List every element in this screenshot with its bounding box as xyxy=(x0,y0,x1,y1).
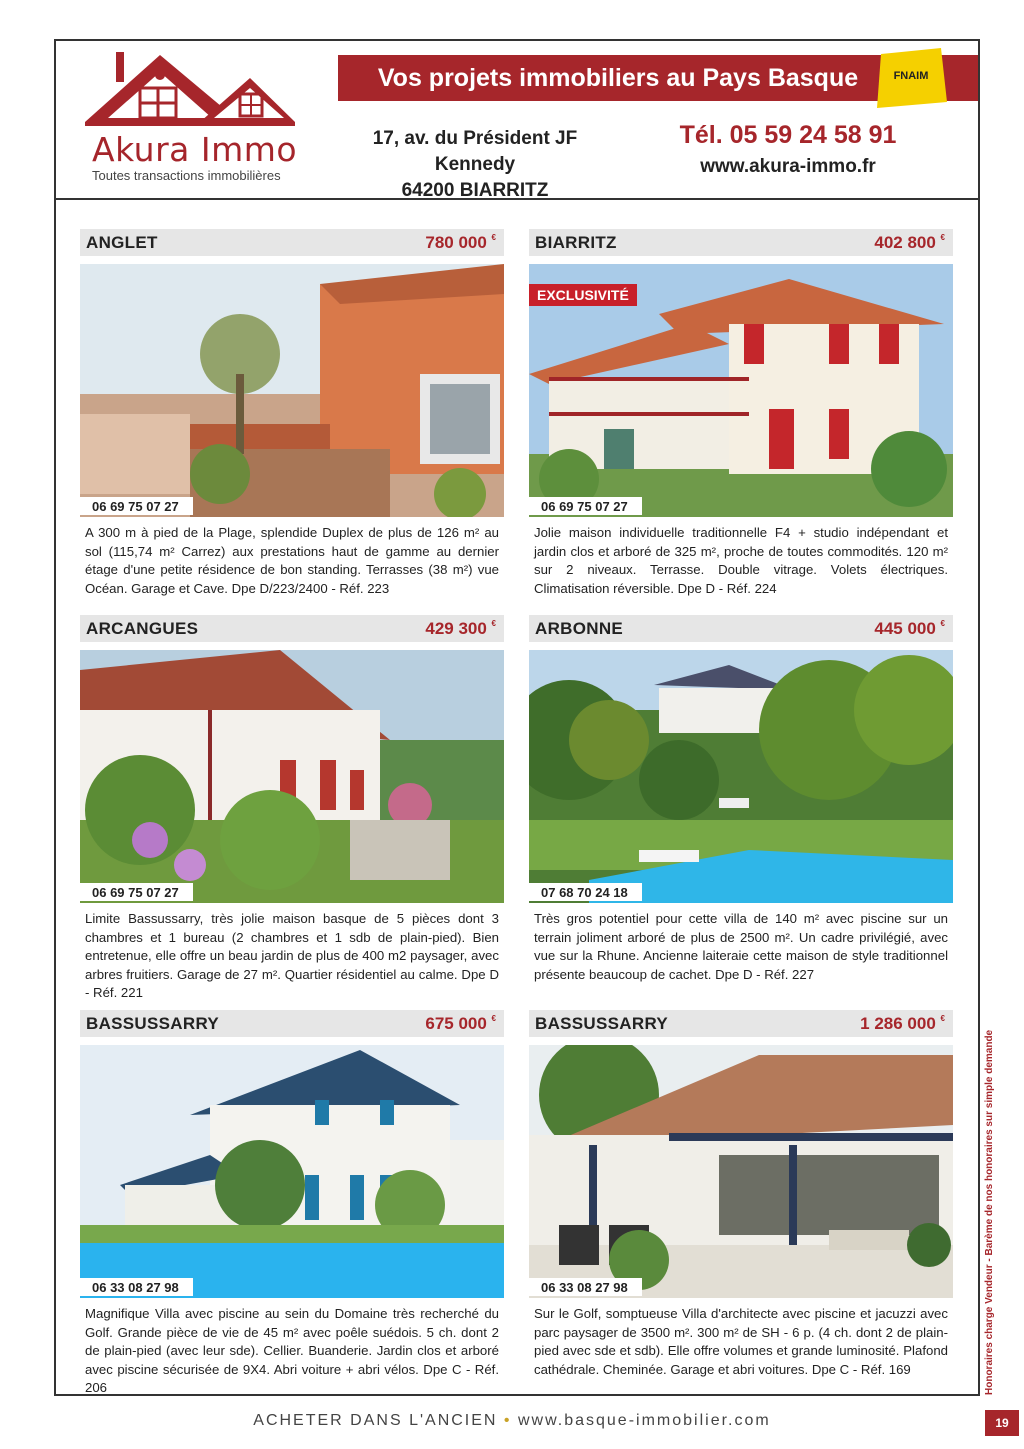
listing-card-arcangues[interactable] xyxy=(80,615,504,1000)
listing-price: 1 286 000 € xyxy=(860,1014,945,1033)
listing-city: BASSUSSARRY xyxy=(86,1014,220,1033)
listing-city: BASSUSSARRY xyxy=(535,1014,669,1033)
listing-description: A 300 m à pied de la Plage, splendide Duplex de plus de 126 m² au sol (115,74 m² Carrez) aux prestations haut de gamme au dernier étage d'une petite résidence de bon standing. Terrasses (38 m²) vue Océan. Garage et Cave. Dpe D/223/2400 - Réf. 223 xyxy=(85,525,499,596)
address-line-2: 64200 BIARRITZ xyxy=(401,180,549,201)
listing-header xyxy=(80,615,504,642)
agency-phone[interactable]: Tél. 05 59 24 58 91 xyxy=(679,121,897,149)
listing-card-biarritz[interactable] xyxy=(529,229,953,609)
page-footer xyxy=(0,1412,1024,1430)
agency-name: Akura Immo xyxy=(92,130,298,169)
page-number: 19 xyxy=(985,1410,1019,1436)
listing-price: 780 000 € xyxy=(425,233,496,252)
listing-photo[interactable] xyxy=(80,1045,504,1298)
listing-description: Très gros potentiel pour cette villa de 140 m² avec piscine sur un terrain joliment arboré de plus de 2500 m². Un cadre privilégié, avec vue sur la Rhune. Ancienne laiteraie cette maison de style traditionnel présente beaucoup de cachet. Dpe D - Réf. 227 xyxy=(534,911,948,982)
agency-website[interactable]: www.akura-immo.fr xyxy=(700,156,876,177)
agency-address xyxy=(338,126,612,204)
listing-phone[interactable]: 06 69 75 07 27 xyxy=(80,497,193,515)
fees-side-note: Honoraires charge Vendeur - Barème de nos honoraires sur simple demande xyxy=(984,1029,995,1395)
listing-header xyxy=(529,615,953,642)
listing-price: 675 000 € xyxy=(425,1014,496,1033)
listing-phone[interactable]: 06 69 75 07 27 xyxy=(80,883,193,901)
footer-slogan: ACHETER DANS L'ANCIEN xyxy=(253,1412,498,1429)
listing-photo[interactable] xyxy=(529,650,953,903)
listing-price: 445 000 € xyxy=(874,619,945,638)
listing-photo[interactable] xyxy=(80,264,504,517)
listing-price: 402 800 € xyxy=(874,233,945,252)
listing-phone[interactable]: 06 33 08 27 98 xyxy=(529,1278,642,1296)
listing-card-arbonne[interactable] xyxy=(529,615,953,995)
footer-site[interactable]: www.basque-immobilier.com xyxy=(517,1412,771,1429)
listing-city: BIARRITZ xyxy=(535,233,617,252)
listing-card-anglet[interactable] xyxy=(80,229,504,609)
listing-price: 429 300 € xyxy=(425,619,496,638)
house-logo-icon xyxy=(80,50,320,130)
listing-description: Limite Bassussarry, très jolie maison basque de 5 pièces dont 3 chambres et 1 bureau (2 chambres et 1 sdb de plain-pied). Bien entretenue, elle offre un beau jardin de plus de 400 m2 paysager, avec arbres fruitiers. Garage de 27 m². Quartier résidentiel au calme. Dpe D - Réf. 221 xyxy=(85,911,499,1000)
address-line-1: 17, av. du Président JF Kennedy xyxy=(372,128,578,175)
listing-photo[interactable] xyxy=(529,1045,953,1298)
listing-photo[interactable] xyxy=(529,264,953,517)
listing-city: ANGLET xyxy=(86,233,158,252)
listing-photo[interactable] xyxy=(80,650,504,903)
listing-header xyxy=(80,1010,504,1037)
fnaim-logo: FNAIM xyxy=(871,46,951,110)
listing-description: Sur le Golf, somptueuse Villa d'architecte avec piscine et jacuzzi avec parc paysager de 3500 m². 300 m² de SH - 6 p. (4 ch. dont 2 de plain-pied avec sde et sdb). Elle offre volumes et grande luminosité. Plafond cathédrale. Cheminée. Garage et abri voitures. Dpe C - Réf. 169 xyxy=(534,1306,948,1377)
footer-separator: • xyxy=(503,1412,512,1429)
listing-header xyxy=(529,1010,953,1037)
listing-card-bassussarry-2[interactable] xyxy=(529,1010,953,1390)
listing-description: Magnifique Villa avec piscine au sein du Domaine très recherché du Golf. Grande pièce de vie de 45 m² avec poêle suédois. 5 ch. dont 2 de plain-pied (avec leur sde). Cellier. Buanderie. Jardin clos et arboré avec piscine sécurisée de 9X4. Abri voiture + abri vélos. Dpe C - Réf. 206 xyxy=(85,1306,499,1395)
listing-card-bassussarry-1[interactable] xyxy=(80,1010,504,1395)
listing-phone[interactable]: 07 68 70 24 18 xyxy=(529,883,642,901)
listing-phone[interactable]: 06 33 08 27 98 xyxy=(80,1278,193,1296)
listing-description: Jolie maison individuelle traditionnelle F4 + studio indépendant et jardin clos et arboré de 325 m², proche de toutes commodités. 120 m² sur 2 niveaux. Terrasse. Double vitrage. Volets électriques. Climatisation réversible. Dpe D - Réf. 224 xyxy=(534,525,948,596)
banner-text: Vos projets immobiliers au Pays Basque xyxy=(377,64,859,92)
listing-header xyxy=(529,229,953,256)
listing-header xyxy=(80,229,504,256)
listing-phone[interactable]: 06 69 75 07 27 xyxy=(529,497,642,515)
listing-city: ARBONNE xyxy=(535,619,624,638)
listing-city: ARCANGUES xyxy=(86,619,199,638)
exclusivity-badge: EXCLUSIVITÉ xyxy=(529,284,637,306)
agency-tagline: Toutes transactions immobilières xyxy=(92,168,281,183)
